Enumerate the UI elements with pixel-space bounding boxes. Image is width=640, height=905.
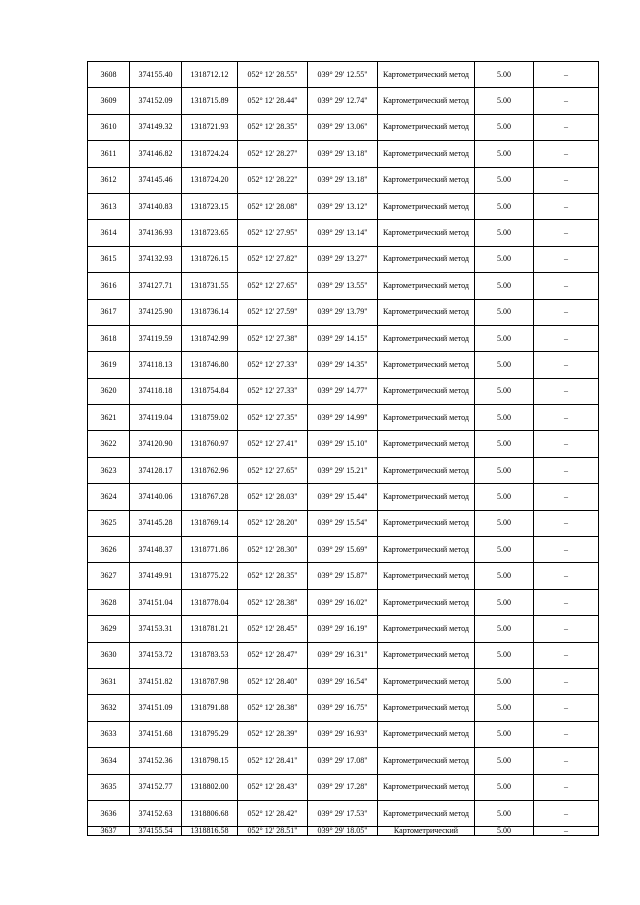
cell-point-number: 3631: [88, 668, 130, 694]
cell-latitude: 052° 12' 28.51": [238, 827, 308, 836]
cell-point-number: 3633: [88, 721, 130, 747]
cell-point-number: 3626: [88, 537, 130, 563]
cell-x-coordinate: 374152.77: [130, 774, 182, 800]
cell-latitude: 052° 12' 28.42": [238, 800, 308, 826]
cell-accuracy: 5.00: [475, 246, 534, 272]
cell-method: Картометрический метод: [378, 748, 475, 774]
cell-method: Картометрический метод: [378, 510, 475, 536]
cell-point-number: 3619: [88, 352, 130, 378]
cell-note: –: [534, 299, 599, 325]
cell-note: –: [534, 510, 599, 536]
table-row: [88, 405, 599, 431]
cell-accuracy: 5.00: [475, 352, 534, 378]
table-row: [88, 827, 599, 836]
cell-note: –: [534, 827, 599, 836]
cell-method: Картометрический метод: [378, 246, 475, 272]
cell-accuracy: 5.00: [475, 457, 534, 483]
cell-note: –: [534, 484, 599, 510]
cell-method: Картометрический метод: [378, 220, 475, 246]
cell-x-coordinate: 374145.46: [130, 167, 182, 193]
cell-point-number: 3635: [88, 774, 130, 800]
cell-method: Картометрический метод: [378, 774, 475, 800]
cell-latitude: 052° 12' 28.20": [238, 510, 308, 536]
cell-y-coordinate: 1318816.58: [182, 827, 238, 836]
cell-method: Картометрический метод: [378, 563, 475, 589]
cell-x-coordinate: 374136.93: [130, 220, 182, 246]
cell-latitude: 052° 12' 27.95": [238, 220, 308, 246]
cell-latitude: 052° 12' 27.33": [238, 352, 308, 378]
cell-note: –: [534, 246, 599, 272]
table-row: [88, 378, 599, 404]
cell-y-coordinate: 1318736.14: [182, 299, 238, 325]
cell-method: Картометрический метод: [378, 378, 475, 404]
cell-y-coordinate: 1318806.68: [182, 800, 238, 826]
cell-point-number: 3629: [88, 616, 130, 642]
cell-y-coordinate: 1318762.96: [182, 457, 238, 483]
cell-note: –: [534, 193, 599, 219]
cell-x-coordinate: 374118.18: [130, 378, 182, 404]
cell-accuracy: 5.00: [475, 431, 534, 457]
cell-x-coordinate: 374120.90: [130, 431, 182, 457]
cell-latitude: 052° 12' 27.38": [238, 325, 308, 351]
table-row: [88, 695, 599, 721]
cell-point-number: 3609: [88, 88, 130, 114]
cell-latitude: 052° 12' 28.38": [238, 589, 308, 615]
cell-point-number: 3615: [88, 246, 130, 272]
cell-accuracy: 5.00: [475, 537, 534, 563]
cell-longitude: 039° 29' 16.31": [308, 642, 378, 668]
cell-method: Картометрический метод: [378, 352, 475, 378]
cell-accuracy: 5.00: [475, 141, 534, 167]
cell-point-number: 3612: [88, 167, 130, 193]
cell-accuracy: 5.00: [475, 193, 534, 219]
cell-longitude: 039° 29' 14.99": [308, 405, 378, 431]
cell-longitude: 039° 29' 15.54": [308, 510, 378, 536]
cell-note: –: [534, 62, 599, 88]
cell-x-coordinate: 374155.54: [130, 827, 182, 836]
cell-point-number: 3621: [88, 405, 130, 431]
cell-point-number: 3611: [88, 141, 130, 167]
cell-longitude: 039° 29' 16.19": [308, 616, 378, 642]
cell-y-coordinate: 1318767.28: [182, 484, 238, 510]
cell-y-coordinate: 1318742.99: [182, 325, 238, 351]
cell-y-coordinate: 1318791.88: [182, 695, 238, 721]
cell-method: Картометрический метод: [378, 642, 475, 668]
cell-x-coordinate: 374149.91: [130, 563, 182, 589]
table-row: [88, 616, 599, 642]
cell-latitude: 052° 12' 27.82": [238, 246, 308, 272]
cell-longitude: 039° 29' 16.75": [308, 695, 378, 721]
cell-y-coordinate: 1318746.80: [182, 352, 238, 378]
cell-accuracy: 5.00: [475, 484, 534, 510]
cell-accuracy: 5.00: [475, 721, 534, 747]
table-row: [88, 325, 599, 351]
cell-point-number: 3623: [88, 457, 130, 483]
coordinates-table: [87, 61, 599, 836]
cell-longitude: 039° 29' 13.27": [308, 246, 378, 272]
cell-point-number: 3616: [88, 273, 130, 299]
table-row: [88, 141, 599, 167]
cell-point-number: 3637: [88, 827, 130, 836]
cell-latitude: 052° 12' 28.35": [238, 563, 308, 589]
cell-note: –: [534, 405, 599, 431]
cell-x-coordinate: 374127.71: [130, 273, 182, 299]
cell-latitude: 052° 12' 28.30": [238, 537, 308, 563]
table-row: [88, 537, 599, 563]
cell-accuracy: 5.00: [475, 220, 534, 246]
cell-accuracy: 5.00: [475, 589, 534, 615]
table-row: [88, 721, 599, 747]
table-row: [88, 62, 599, 88]
cell-method: Картометрический метод: [378, 62, 475, 88]
cell-point-number: 3634: [88, 748, 130, 774]
cell-method: Картометрический метод: [378, 167, 475, 193]
cell-longitude: 039° 29' 13.18": [308, 141, 378, 167]
cell-accuracy: 5.00: [475, 695, 534, 721]
cell-latitude: 052° 12' 28.38": [238, 695, 308, 721]
cell-method: Картометрический метод: [378, 589, 475, 615]
cell-accuracy: 5.00: [475, 510, 534, 536]
cell-note: –: [534, 563, 599, 589]
cell-longitude: 039° 29' 16.02": [308, 589, 378, 615]
cell-x-coordinate: 374151.82: [130, 668, 182, 694]
table-row: [88, 748, 599, 774]
cell-accuracy: 5.00: [475, 378, 534, 404]
cell-latitude: 052° 12' 28.44": [238, 88, 308, 114]
cell-point-number: 3617: [88, 299, 130, 325]
cell-accuracy: 5.00: [475, 167, 534, 193]
cell-longitude: 039° 29' 13.55": [308, 273, 378, 299]
cell-x-coordinate: 374140.06: [130, 484, 182, 510]
cell-accuracy: 5.00: [475, 62, 534, 88]
table-row: [88, 299, 599, 325]
cell-latitude: 052° 12' 27.59": [238, 299, 308, 325]
cell-accuracy: 5.00: [475, 273, 534, 299]
cell-y-coordinate: 1318795.29: [182, 721, 238, 747]
cell-note: –: [534, 642, 599, 668]
table-row: [88, 352, 599, 378]
cell-latitude: 052° 12' 27.35": [238, 405, 308, 431]
cell-latitude: 052° 12' 28.55": [238, 62, 308, 88]
table-row: [88, 589, 599, 615]
cell-latitude: 052° 12' 28.40": [238, 668, 308, 694]
cell-point-number: 3625: [88, 510, 130, 536]
table-row: [88, 431, 599, 457]
cell-x-coordinate: 374152.63: [130, 800, 182, 826]
table-row: [88, 800, 599, 826]
cell-longitude: 039° 29' 13.79": [308, 299, 378, 325]
cell-latitude: 052° 12' 27.33": [238, 378, 308, 404]
cell-method: Картометрический метод: [378, 114, 475, 140]
cell-method: Картометрический метод: [378, 405, 475, 431]
cell-point-number: 3627: [88, 563, 130, 589]
cell-y-coordinate: 1318723.65: [182, 220, 238, 246]
cell-x-coordinate: 374146.82: [130, 141, 182, 167]
cell-y-coordinate: 1318723.15: [182, 193, 238, 219]
cell-note: –: [534, 668, 599, 694]
cell-note: –: [534, 273, 599, 299]
table-body: [88, 62, 599, 836]
table-row: [88, 774, 599, 800]
cell-note: –: [534, 537, 599, 563]
cell-y-coordinate: 1318712.12: [182, 62, 238, 88]
cell-latitude: 052° 12' 27.65": [238, 273, 308, 299]
cell-accuracy: 5.00: [475, 827, 534, 836]
cell-longitude: 039° 29' 17.28": [308, 774, 378, 800]
cell-longitude: 039° 29' 14.77": [308, 378, 378, 404]
cell-longitude: 039° 29' 15.87": [308, 563, 378, 589]
cell-latitude: 052° 12' 28.08": [238, 193, 308, 219]
cell-longitude: 039° 29' 15.10": [308, 431, 378, 457]
cell-latitude: 052° 12' 27.41": [238, 431, 308, 457]
cell-longitude: 039° 29' 14.15": [308, 325, 378, 351]
cell-accuracy: 5.00: [475, 88, 534, 114]
cell-method: Картометрический метод: [378, 431, 475, 457]
cell-y-coordinate: 1318778.04: [182, 589, 238, 615]
cell-method: Картометрический метод: [378, 616, 475, 642]
cell-note: –: [534, 88, 599, 114]
cell-longitude: 039° 29' 16.54": [308, 668, 378, 694]
cell-x-coordinate: 374149.32: [130, 114, 182, 140]
cell-x-coordinate: 374125.90: [130, 299, 182, 325]
cell-longitude: 039° 29' 17.08": [308, 748, 378, 774]
cell-accuracy: 5.00: [475, 616, 534, 642]
cell-point-number: 3608: [88, 62, 130, 88]
cell-longitude: 039° 29' 12.55": [308, 62, 378, 88]
table-row: [88, 246, 599, 272]
cell-latitude: 052° 12' 28.47": [238, 642, 308, 668]
cell-longitude: 039° 29' 15.69": [308, 537, 378, 563]
cell-note: –: [534, 352, 599, 378]
cell-method: Картометрический метод: [378, 537, 475, 563]
cell-point-number: 3622: [88, 431, 130, 457]
cell-method: Картометрический метод: [378, 800, 475, 826]
table-row: [88, 193, 599, 219]
cell-y-coordinate: 1318726.15: [182, 246, 238, 272]
cell-y-coordinate: 1318798.15: [182, 748, 238, 774]
cell-note: –: [534, 167, 599, 193]
cell-longitude: 039° 29' 18.05": [308, 827, 378, 836]
cell-x-coordinate: 374151.04: [130, 589, 182, 615]
cell-accuracy: 5.00: [475, 668, 534, 694]
cell-method: Картометрический: [378, 827, 475, 836]
table-row: [88, 563, 599, 589]
cell-y-coordinate: 1318802.00: [182, 774, 238, 800]
cell-accuracy: 5.00: [475, 774, 534, 800]
cell-point-number: 3630: [88, 642, 130, 668]
table-row: [88, 484, 599, 510]
cell-method: Картометрический метод: [378, 695, 475, 721]
cell-y-coordinate: 1318771.86: [182, 537, 238, 563]
cell-accuracy: 5.00: [475, 642, 534, 668]
cell-y-coordinate: 1318724.20: [182, 167, 238, 193]
cell-point-number: 3613: [88, 193, 130, 219]
cell-x-coordinate: 374153.31: [130, 616, 182, 642]
cell-note: –: [534, 800, 599, 826]
cell-x-coordinate: 374153.72: [130, 642, 182, 668]
cell-latitude: 052° 12' 28.45": [238, 616, 308, 642]
cell-longitude: 039° 29' 13.12": [308, 193, 378, 219]
cell-method: Картометрический метод: [378, 299, 475, 325]
cell-x-coordinate: 374152.09: [130, 88, 182, 114]
table-row: [88, 510, 599, 536]
table-row: [88, 668, 599, 694]
cell-y-coordinate: 1318760.97: [182, 431, 238, 457]
cell-y-coordinate: 1318724.24: [182, 141, 238, 167]
cell-accuracy: 5.00: [475, 800, 534, 826]
table-row: [88, 457, 599, 483]
cell-point-number: 3628: [88, 589, 130, 615]
table-row: [88, 167, 599, 193]
cell-latitude: 052° 12' 28.39": [238, 721, 308, 747]
cell-x-coordinate: 374132.93: [130, 246, 182, 272]
cell-note: –: [534, 589, 599, 615]
cell-method: Картометрический метод: [378, 484, 475, 510]
cell-latitude: 052° 12' 28.27": [238, 141, 308, 167]
cell-x-coordinate: 374151.68: [130, 721, 182, 747]
cell-x-coordinate: 374151.09: [130, 695, 182, 721]
table-row: [88, 273, 599, 299]
cell-note: –: [534, 114, 599, 140]
cell-y-coordinate: 1318715.89: [182, 88, 238, 114]
cell-y-coordinate: 1318721.93: [182, 114, 238, 140]
cell-x-coordinate: 374155.40: [130, 62, 182, 88]
cell-y-coordinate: 1318769.14: [182, 510, 238, 536]
cell-y-coordinate: 1318787.98: [182, 668, 238, 694]
cell-point-number: 3618: [88, 325, 130, 351]
cell-longitude: 039° 29' 13.14": [308, 220, 378, 246]
cell-longitude: 039° 29' 16.93": [308, 721, 378, 747]
cell-point-number: 3610: [88, 114, 130, 140]
cell-x-coordinate: 374119.04: [130, 405, 182, 431]
cell-accuracy: 5.00: [475, 114, 534, 140]
cell-point-number: 3620: [88, 378, 130, 404]
table-row: [88, 88, 599, 114]
cell-note: –: [534, 616, 599, 642]
cell-point-number: 3636: [88, 800, 130, 826]
cell-longitude: 039° 29' 15.44": [308, 484, 378, 510]
cell-method: Картометрический метод: [378, 141, 475, 167]
cell-x-coordinate: 374148.37: [130, 537, 182, 563]
cell-x-coordinate: 374128.17: [130, 457, 182, 483]
cell-x-coordinate: 374118.13: [130, 352, 182, 378]
cell-note: –: [534, 695, 599, 721]
cell-longitude: 039° 29' 12.74": [308, 88, 378, 114]
table-row: [88, 642, 599, 668]
cell-point-number: 3614: [88, 220, 130, 246]
cell-note: –: [534, 431, 599, 457]
cell-method: Картометрический метод: [378, 668, 475, 694]
cell-note: –: [534, 457, 599, 483]
cell-latitude: 052° 12' 28.43": [238, 774, 308, 800]
cell-y-coordinate: 1318783.53: [182, 642, 238, 668]
cell-longitude: 039° 29' 13.18": [308, 167, 378, 193]
cell-y-coordinate: 1318754.84: [182, 378, 238, 404]
cell-method: Картометрический метод: [378, 193, 475, 219]
cell-note: –: [534, 378, 599, 404]
cell-accuracy: 5.00: [475, 405, 534, 431]
cell-point-number: 3632: [88, 695, 130, 721]
cell-x-coordinate: 374140.83: [130, 193, 182, 219]
cell-note: –: [534, 141, 599, 167]
cell-note: –: [534, 721, 599, 747]
cell-note: –: [534, 748, 599, 774]
cell-y-coordinate: 1318759.02: [182, 405, 238, 431]
cell-y-coordinate: 1318731.55: [182, 273, 238, 299]
cell-latitude: 052° 12' 27.65": [238, 457, 308, 483]
cell-longitude: 039° 29' 13.06": [308, 114, 378, 140]
cell-x-coordinate: 374152.36: [130, 748, 182, 774]
table-row: [88, 220, 599, 246]
cell-latitude: 052° 12' 28.03": [238, 484, 308, 510]
cell-method: Картометрический метод: [378, 325, 475, 351]
cell-latitude: 052° 12' 28.41": [238, 748, 308, 774]
cell-method: Картометрический метод: [378, 457, 475, 483]
cell-note: –: [534, 220, 599, 246]
table-row: [88, 114, 599, 140]
cell-longitude: 039° 29' 14.35": [308, 352, 378, 378]
cell-y-coordinate: 1318781.21: [182, 616, 238, 642]
cell-latitude: 052° 12' 28.35": [238, 114, 308, 140]
cell-method: Картометрический метод: [378, 88, 475, 114]
cell-method: Картометрический метод: [378, 273, 475, 299]
cell-accuracy: 5.00: [475, 299, 534, 325]
cell-point-number: 3624: [88, 484, 130, 510]
cell-note: –: [534, 325, 599, 351]
cell-accuracy: 5.00: [475, 748, 534, 774]
cell-accuracy: 5.00: [475, 563, 534, 589]
cell-latitude: 052° 12' 28.22": [238, 167, 308, 193]
cell-longitude: 039° 29' 15.21": [308, 457, 378, 483]
cell-y-coordinate: 1318775.22: [182, 563, 238, 589]
cell-x-coordinate: 374145.28: [130, 510, 182, 536]
cell-note: –: [534, 774, 599, 800]
cell-longitude: 039° 29' 17.53": [308, 800, 378, 826]
cell-x-coordinate: 374119.59: [130, 325, 182, 351]
cell-method: Картометрический метод: [378, 721, 475, 747]
cell-accuracy: 5.00: [475, 325, 534, 351]
